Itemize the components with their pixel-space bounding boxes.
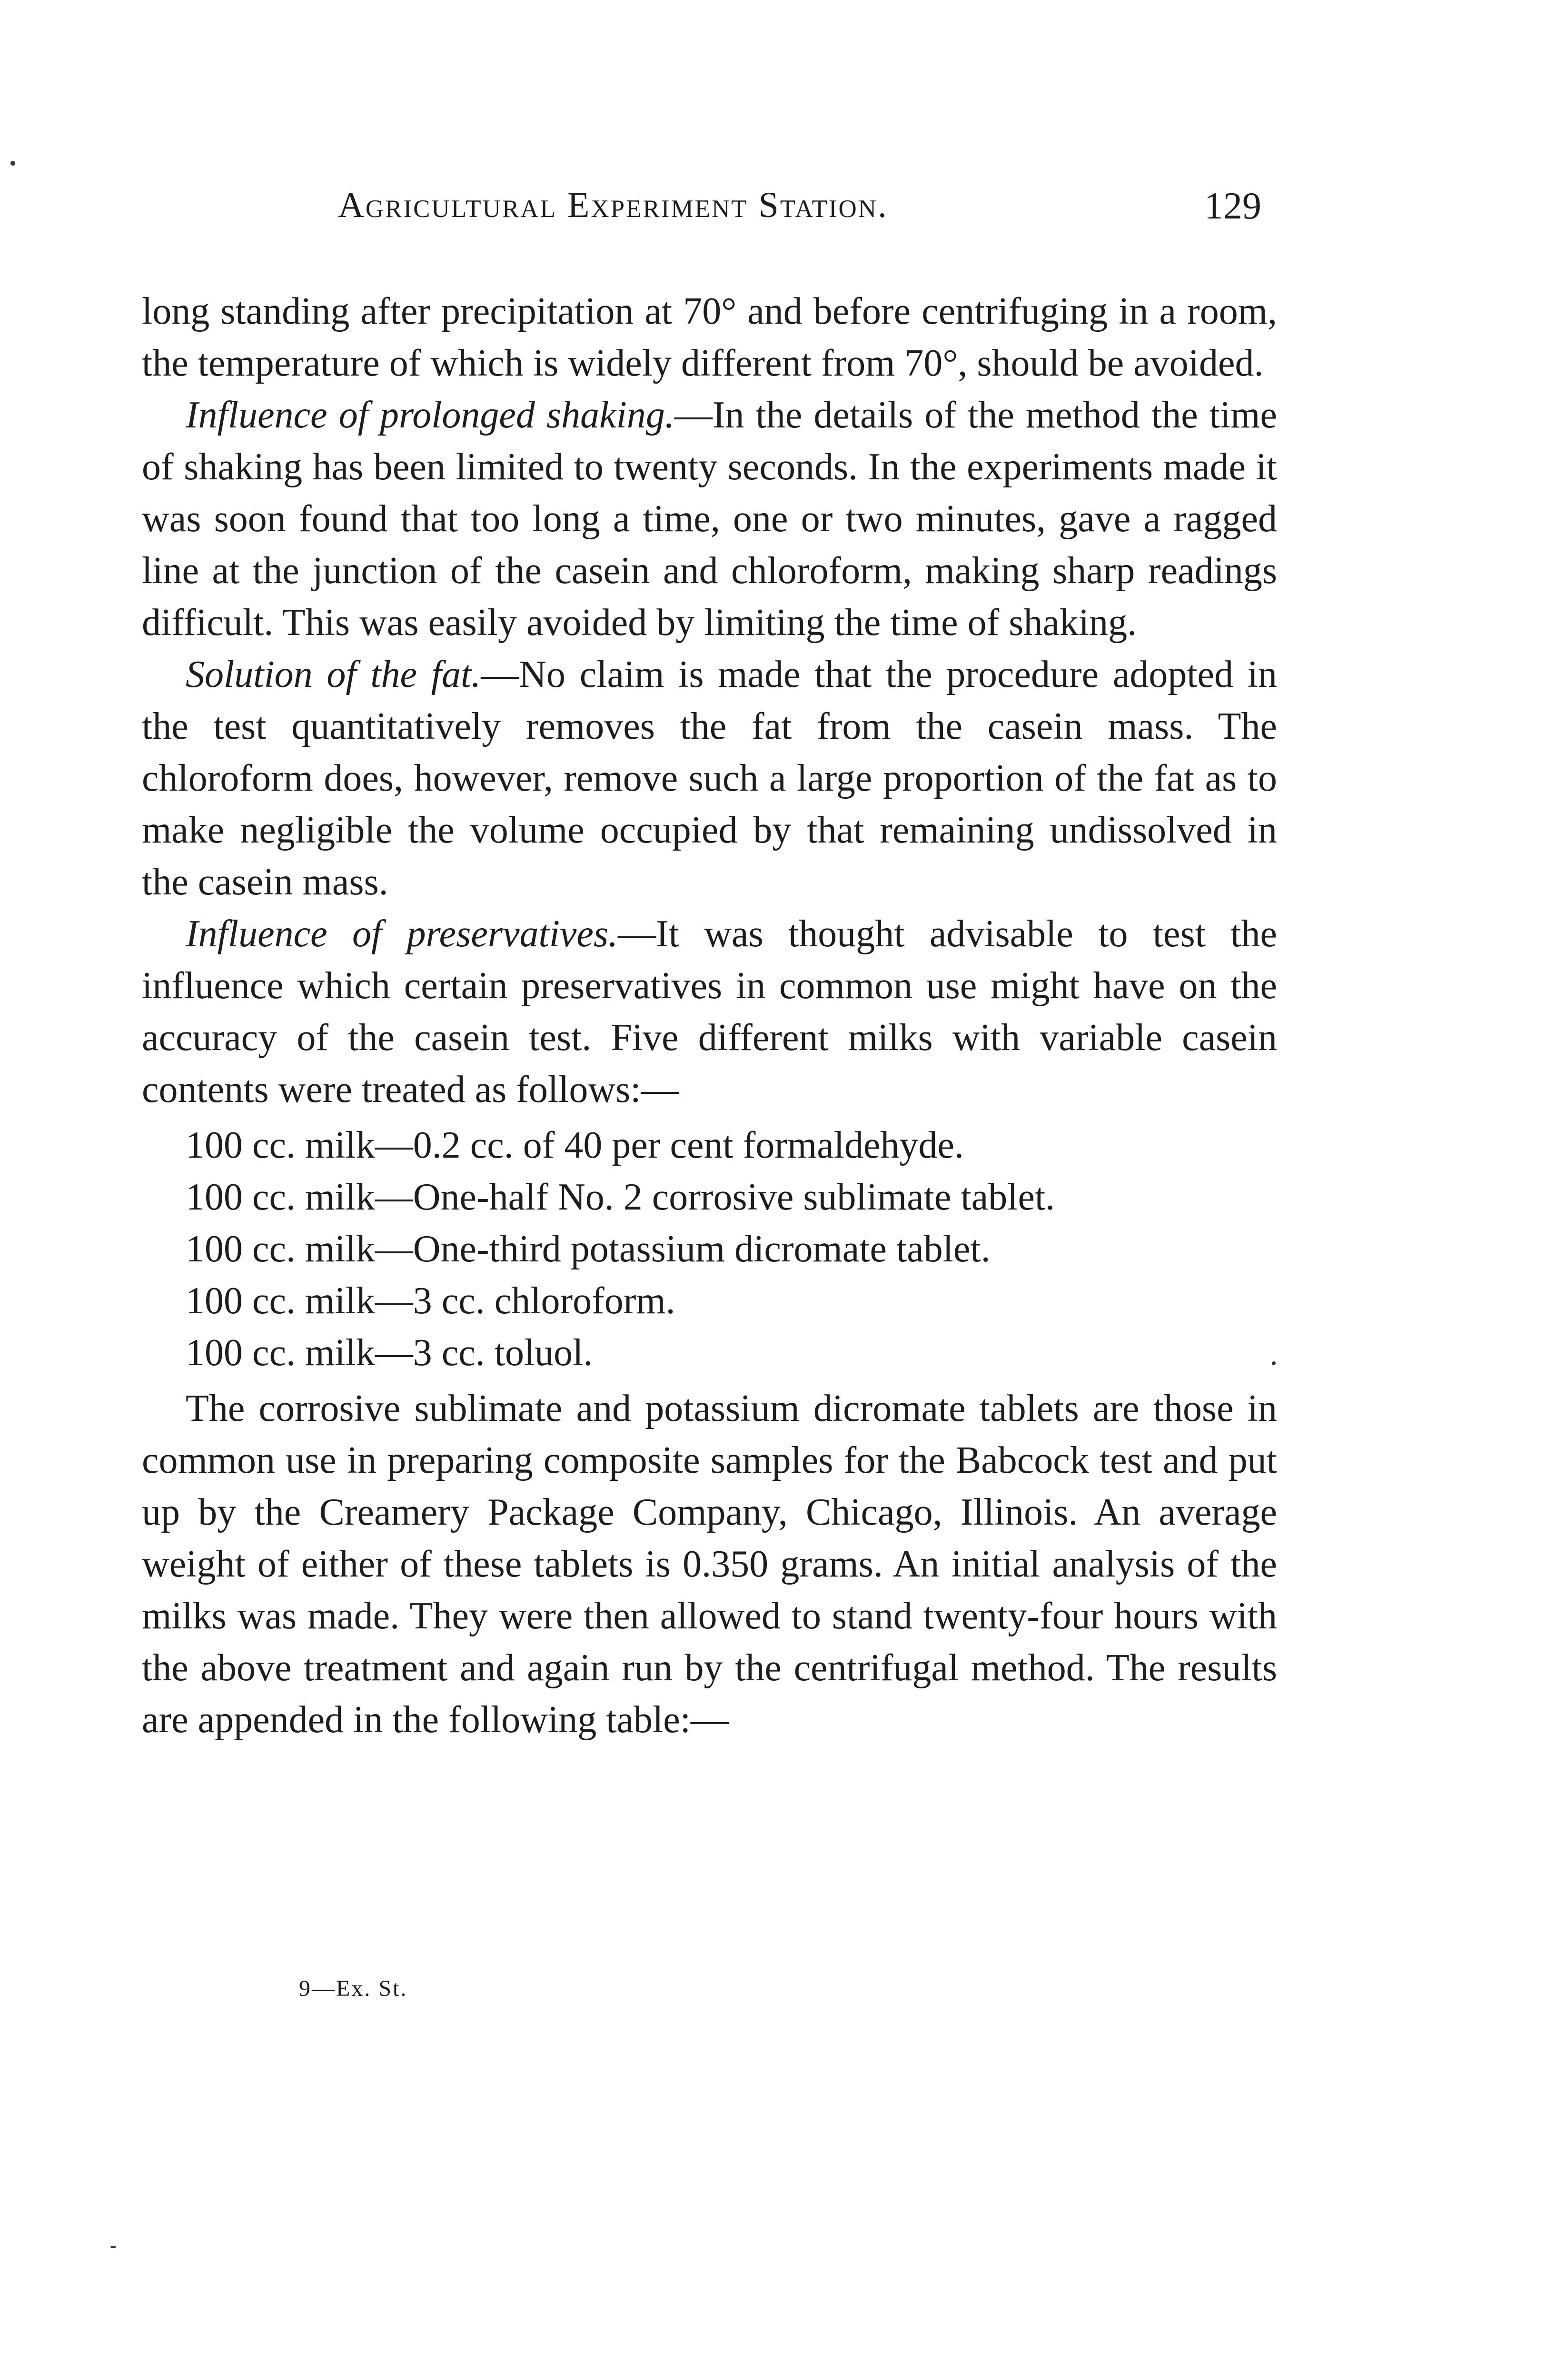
section-heading-preservatives: Influence of preservatives. <box>186 913 618 955</box>
paragraph-continued: long standing after precipitation at 70° and before centrifuging in a room, the temperature of which is widely different from 70°, should be avoided. <box>142 290 1277 384</box>
section-heading-solution-of-fat: Solution of the fat. <box>186 654 481 695</box>
paragraph-body: —In the details of the method the time of shaking has been limited to twenty seconds. In the experiments made it was soon found that too long a time, one or two minutes, gave a ragged line at the junction of the casein and chloroform, making sharp readings difficult. This was easily avoided by limiting the time of shaking. <box>142 394 1277 644</box>
list-item: 100 cc. milk—3 cc. chloroform. <box>186 1280 675 1322</box>
print-speck <box>10 161 15 166</box>
spacer <box>142 1116 1277 1120</box>
section-heading-prolonged-shaking: Influence of prolonged shaking. <box>186 394 674 436</box>
page-header <box>143 185 1285 237</box>
spacer <box>142 1379 1277 1383</box>
body-text <box>142 286 1277 1746</box>
list-item: 100 cc. milk—One-half No. 2 corrosive sublimate tablet. <box>186 1176 1055 1218</box>
list-item: 100 cc. milk—One-third potassium dicromate tablet. <box>186 1228 991 1270</box>
paragraph-prolonged-shaking <box>142 389 1277 649</box>
paragraph-solution-of-fat <box>142 649 1277 908</box>
paragraph-body: —It was thought advisable to test the influence which certain preservatives in common use might have on the accuracy of the casein test. Five different milks with variable casein contents were treated as follows:— <box>142 913 1277 1111</box>
print-speck <box>110 2246 116 2248</box>
treatment-list <box>142 1120 1277 1379</box>
page-number: 129 <box>1204 185 1261 227</box>
list-item: 100 cc. milk—3 cc. toluol. <box>186 1332 593 1374</box>
paragraph-preservatives <box>142 908 1277 1116</box>
list-item: 100 cc. milk—0.2 cc. of 40 per cent formaldehyde. <box>186 1124 964 1166</box>
paragraph-tablets: The corrosive sublimate and potassium dicromate tablets are those in common use in preparing composite samples for the Babcock test and put up by the Creamery Package Company, Chicago, Illinois. An average weight of either of these tablets is 0.350 grams. An initial analysis of the milks was made. They were then allowed to stand twenty-four hours with the above treatment and again run by the centrifugal method. The results are appended in the following table:— <box>142 1388 1277 1741</box>
running-head: Agricultural Experiment Station. <box>338 185 889 225</box>
print-speck <box>1272 1361 1276 1365</box>
paragraph-body: —No claim is made that the procedure adopted in the test quantitatively removes the fat from the casein mass. The chloroform does, however, remove such a large proportion of the fat as to make negligible the volume occupied by that remaining undissolved in the casein mass. <box>142 654 1278 903</box>
signature-mark: 9—Ex. St. <box>299 1976 408 2001</box>
